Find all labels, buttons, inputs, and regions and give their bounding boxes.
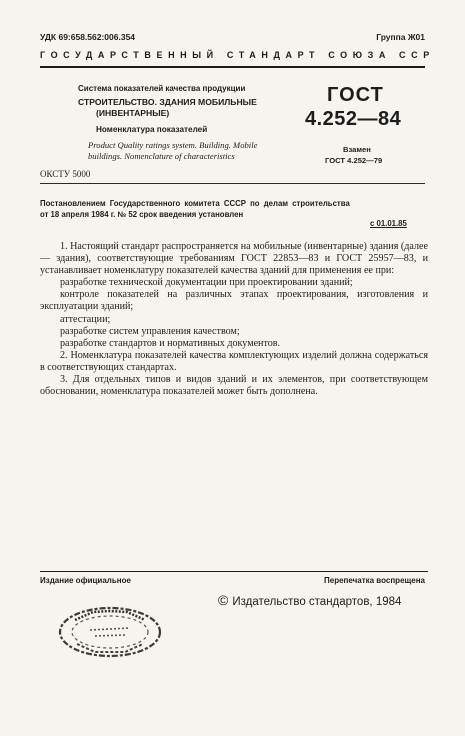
library-stamp [55,602,165,662]
top-rule [40,66,425,68]
decree-line1: Постановлением Государственного комитета СССР по делам строительства [40,199,350,208]
list-item: разработке стандартов и нормативных документов. [60,337,281,349]
nomenclature-subtitle: Номенклатура показателей [96,125,208,134]
okstu-code: ОКСТУ 5000 [40,169,91,179]
gost-label: ГОСТ [327,84,384,106]
list-item: разработке систем управления качеством; [60,325,240,337]
bottom-rule [40,571,428,572]
copyright-line [218,592,401,608]
group-code: Группа Ж01 [376,32,425,42]
replaces-label: Взамен [343,145,371,154]
copyright-text: Издательство стандартов, 1984 [232,596,402,608]
replaces-value: ГОСТ 4.252—79 [325,156,383,165]
list-item: контроле показателей на различных этапах проектирования, изготовления и эксплуатации зданий; [40,289,428,313]
list-item: разработке технической документации при проектировании зданий; [60,277,353,289]
udk-code: УДК 69:658.562:006.354 [40,32,136,42]
edition-label: Издание официальное [40,576,131,585]
decree-line2: от 18 апреля 1984 г. № 52 срок введения установлен [40,210,244,219]
system-line: Система показателей качества продукции [78,84,246,93]
paragraph-2: 2. Номенклатура показателей качества комплектующих изделий должна содержаться в соответствующих стандартах. [40,349,428,373]
effective-date: с 01.01.85 [370,219,407,228]
middle-rule [40,183,425,184]
copyright-icon: © [218,592,229,608]
document-title-line1: СТРОИТЕЛЬСТВО. ЗДАНИЯ МОБИЛЬНЫЕ [78,97,257,107]
paragraph-3: 3. Для отдельных типов и видов зданий и их элементов, при соответствующем обосновании, номенклатура показателей может быть дополнена. [40,374,428,398]
paragraph-1: 1. Настоящий стандарт распространяется на мобильные (инвентарные) здания (далее — здания), соответствующие требованиям ГОСТ 22853—83 и ГОСТ 25957—83, и устанавливает номенклатуру показателей качества зданий для применения ее при: [40,241,428,277]
reprint-notice: Перепечатка воспрещена [324,576,425,585]
list-item: аттестации; [60,313,111,325]
gost-number: 4.252—84 [305,108,402,130]
english-title: Product Quality ratings system. Building. Mobile buildings. Nomenclature of characteristics [88,140,258,161]
document-title-line2: (ИНВЕНТАРНЫЕ) [96,108,170,118]
standard-title: ГОСУДАРСТВЕННЫЙ СТАНДАРТ СОЮЗА ССР [40,50,435,60]
body-text [40,241,428,398]
